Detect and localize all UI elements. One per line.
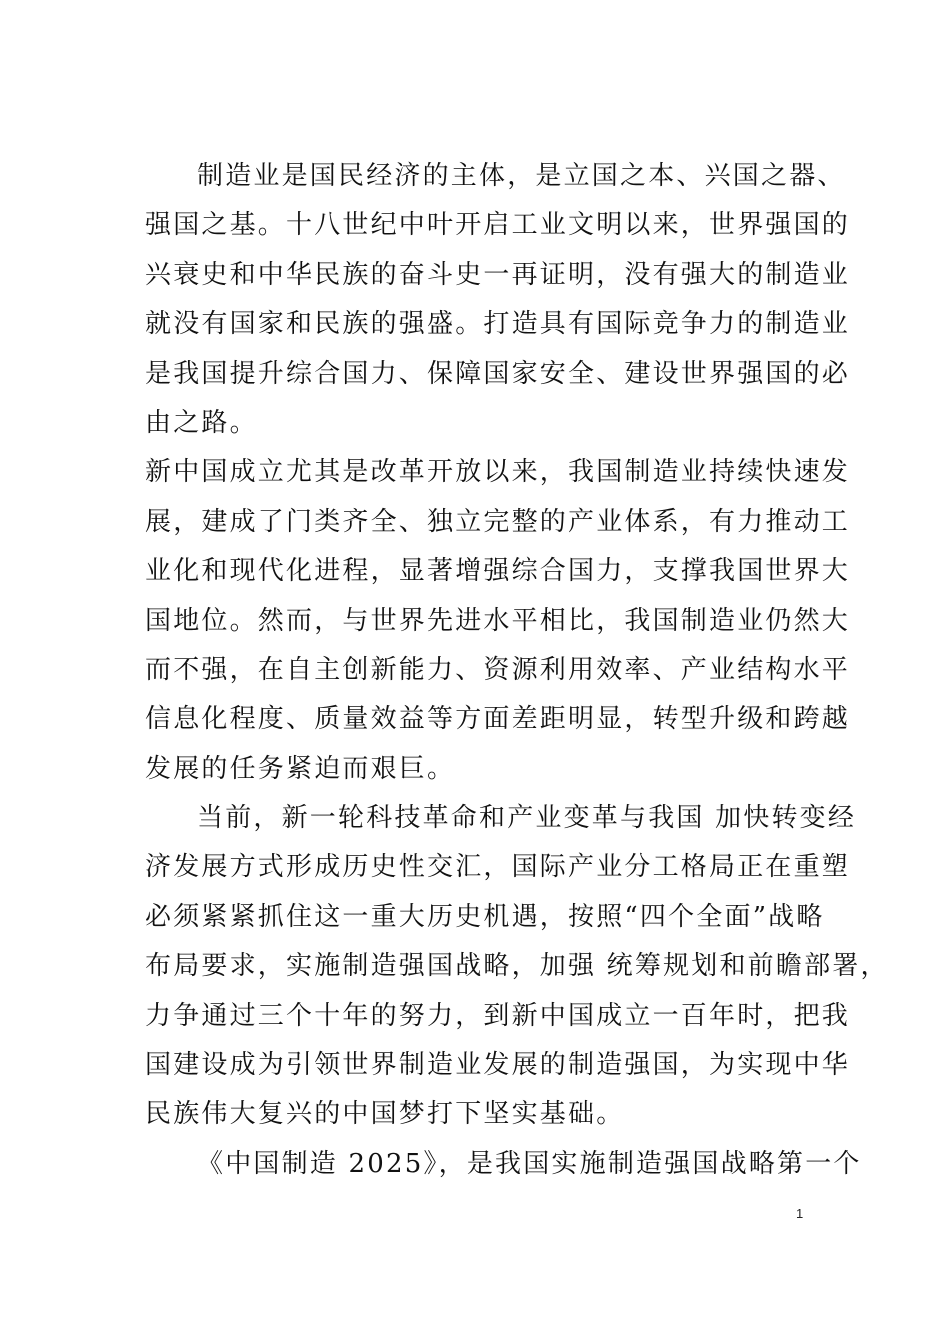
text-line: 国建设成为引领世界制造业发展的制造强国，为实现中华 <box>145 1050 851 1081</box>
text-line: 必须紧紧抓住这一重大历史机遇，按照“四个全面”战略 <box>145 901 825 932</box>
text-line: 当前，新一轮科技革命和产业变革与我国 加快转变经 <box>197 803 857 834</box>
text-line: 济发展方式形成历史性交汇，国际产业分工格局正在重塑 <box>145 852 851 883</box>
text-line: 展，建成了门类齐全、独立完整的产业体系，有力推动工 <box>145 506 851 537</box>
text-line: 就没有国家和民族的强盛。打造具有国际竞争力的制造业 <box>145 309 851 340</box>
text-line: 布局要求，实施制造强国战略，加强 统筹规划和前瞻部署， <box>145 951 889 982</box>
text-line: 而不强，在自主创新能力、资源利用效率、产业结构水平 <box>145 654 851 685</box>
body-text <box>145 152 889 1189</box>
text-line: 国地位。然而，与世界先进水平相比，我国制造业仍然大 <box>145 605 851 636</box>
text-line: 由之路。 <box>145 407 258 438</box>
text-line: 力争通过三个十年的努力，到新中国成立一百年时，把我 <box>145 1000 851 1031</box>
text-line: 强国之基。十八世纪中叶开启工业文明以来，世界强国的 <box>145 210 851 241</box>
text-line: 信息化程度、质量效益等方面差距明显，转型升级和跨越 <box>145 704 851 735</box>
page-number: 1 <box>796 1206 804 1221</box>
text-line: 发展的任务紧迫而艰巨。 <box>145 753 456 784</box>
text-line: 是我国提升综合国力、保障国家安全、建设世界强国的必 <box>145 358 851 389</box>
text-line: 业化和现代化进程，显著增强综合国力，支撑我国世界大 <box>145 556 851 587</box>
text-line: 《中国制造 2025》，是我国实施制造强国战略第一个 <box>197 1148 862 1179</box>
text-line: 兴衰史和中华民族的奋斗史一再证明，没有强大的制造业 <box>145 259 851 290</box>
text-line: 民族伟大复兴的中国梦打下坚实基础。 <box>145 1099 625 1130</box>
text-line: 制造业是国民经济的主体，是立国之本、兴国之器、 <box>197 161 846 191</box>
text-line: 新中国成立尤其是改革开放以来，我国制造业持续快速发 <box>145 457 851 488</box>
